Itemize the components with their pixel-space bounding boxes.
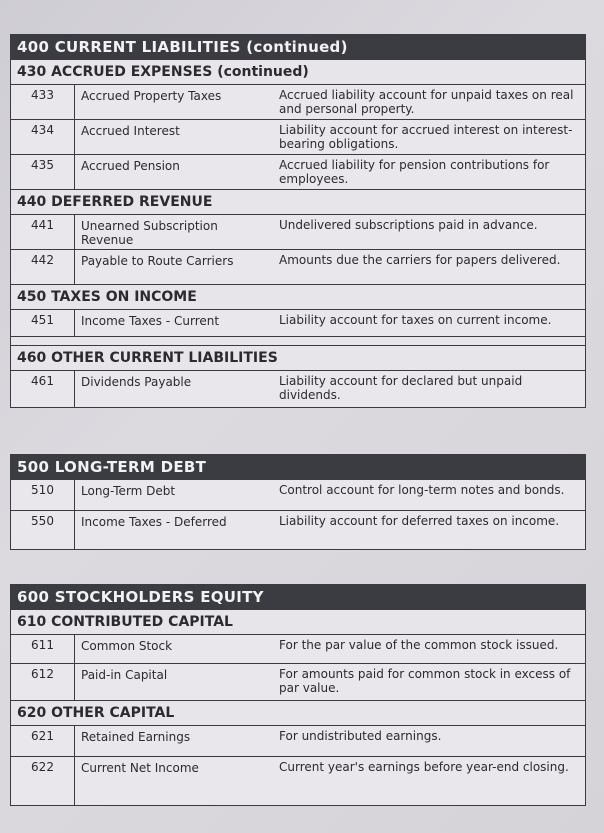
table-row [11,664,585,701]
account-name: Accrued Property Taxes [81,89,222,103]
account-description: Control account for long-term notes and bonds. [279,483,565,497]
group-header: 460 OTHER CURRENT LIABILITIES [11,346,585,371]
group-header: 620 OTHER CAPITAL [11,701,585,726]
account-number: 510 [11,480,75,510]
account-name: Accrued Interest [81,124,180,138]
section-header: 400 CURRENT LIABILITIES (continued) [11,35,585,60]
account-name: Retained Earnings [81,730,191,744]
account-name: Payable to Route Carriers [81,254,234,268]
account-description: Liability account for accrued interest on interest-bearing obligations. [279,123,573,151]
account-description: Accrued liability for pension contributions for employees. [279,158,550,186]
table-row [11,250,585,285]
account-description: For the par value of the common stock issued. [279,638,559,652]
account-name: Dividends Payable [81,375,192,389]
table-row [11,310,585,337]
account-name: Unearned Subscription Revenue [81,219,218,247]
section-stockholders-equity [10,584,586,806]
group-header: 440 DEFERRED REVENUE [11,190,585,215]
account-number: 611 [11,635,75,663]
account-number: 434 [11,120,75,154]
account-description: For undistributed earnings. [279,729,442,743]
account-description: For amounts paid for common stock in excess of par value. [279,667,571,695]
section-current-liabilities [10,34,586,408]
account-name: Long-Term Debt [81,484,176,498]
account-number: 621 [11,726,75,756]
account-number: 550 [11,511,75,549]
table-row [11,85,585,120]
account-name: Income Taxes - Current [81,314,220,328]
table-row [11,757,585,805]
table-row [11,511,585,549]
account-description: Current year's earnings before year-end closing. [279,760,569,774]
table-row [11,155,585,190]
account-name: Current Net Income [81,761,199,775]
account-name: Paid-in Capital [81,668,168,682]
account-number: 461 [11,371,75,407]
account-name: Common Stock [81,639,173,653]
account-number: 441 [11,215,75,249]
table-row [11,215,585,250]
table-row [11,635,585,664]
section-header: 600 STOCKHOLDERS EQUITY [11,585,585,610]
account-number: 451 [11,310,75,336]
account-number: 435 [11,155,75,189]
section-header: 500 LONG-TERM DEBT [11,455,585,480]
group-header: 430 ACCRUED EXPENSES (continued) [11,60,585,85]
table-row [11,480,585,511]
account-description: Accrued liability account for unpaid taxes on real and personal property. [279,88,574,116]
row-spacer [11,337,585,346]
table-row [11,120,585,155]
account-description: Liability account for deferred taxes on income. [279,514,560,528]
account-number: 612 [11,664,75,700]
table-row [11,726,585,757]
account-description: Liability account for taxes on current income. [279,313,552,327]
account-name: Income Taxes - Deferred [81,515,227,529]
account-description: Amounts due the carriers for papers delivered. [279,253,561,267]
group-header: 610 CONTRIBUTED CAPITAL [11,610,585,635]
account-description: Liability account for declared but unpaid dividends. [279,374,523,402]
group-header: 450 TAXES ON INCOME [11,285,585,310]
account-name: Accrued Pension [81,159,180,173]
account-number: 622 [11,757,75,805]
table-row [11,371,585,407]
account-description: Undelivered subscriptions paid in advance. [279,218,538,232]
account-number: 442 [11,250,75,284]
account-number: 433 [11,85,75,119]
section-long-term-debt [10,454,586,550]
